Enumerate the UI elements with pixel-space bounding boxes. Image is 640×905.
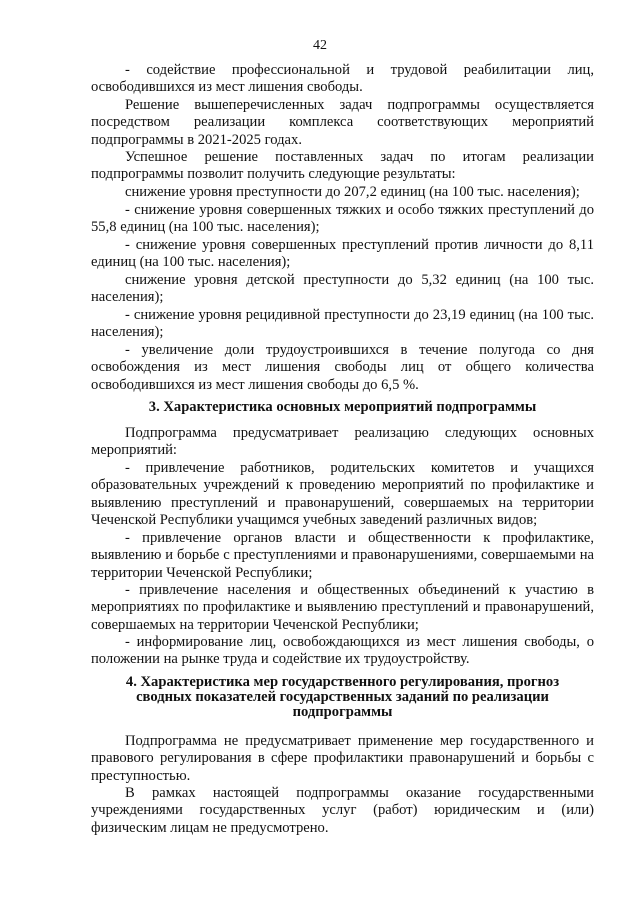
result-item-employment: - увеличение доли трудоустроившихся в течение полугода со дня освобождения из мест лишения свободы лиц от общего количества освободившихся из мест лишения свободы до 6,5 %. (91, 342, 594, 393)
page-number: 42 (313, 38, 327, 53)
result-item-crimes-against-person: - снижение уровня совершенных преступлений против личности до 8,11 единиц (на 100 тыс. населения); (91, 237, 594, 271)
section4-heading-line1: 4. Характеристика мер государственного регулирования, прогноз (125, 674, 560, 690)
section3-item-public: - привлечение населения и общественных объединений к участию в мероприятиях по профилактике и выявлению преступлений и правонарушений, совершаемых на территории Чеченской Республики; (91, 582, 594, 633)
section3-item-schools: - привлечение работников, родительских комитетов и учащихся образовательных учреждений к проведению мероприятий по профилактике и выявлению преступлений и правонарушений, совершаемых на территории Чеченской Республики учащимся учебных заведений различных видов; (91, 460, 594, 529)
section4-paragraph-regulation: Подпрограмма не предусматривает применение мер государственного и правового регулирования в сфере профилактики правонарушений и борьбы с преступностью. (91, 733, 594, 784)
paragraph-results-intro: Успешное решение поставленных задач по итогам реализации подпрограммы позволит получить следующие результаты: (91, 149, 594, 183)
section3-item-authorities: - привлечение органов власти и общественности к профилактике, выявлению и борьбе с преступлениями и правонарушениями, совершаемыми на территории Чеченской Республики; (91, 530, 594, 581)
section4-heading-line2: сводных показателей государственных заданий по реализации (136, 689, 549, 705)
section4-heading-line3: подпрограммы (292, 704, 393, 720)
result-item-recidivism: - снижение уровня рецидивной преступности до 23,19 единиц (на 100 тыс. населения); (91, 307, 594, 341)
paragraph-rehabilitation: - содействие профессиональной и трудовой реабилитации лиц, освободившихся из мест лишения свободы. (91, 62, 594, 96)
paragraph-solution: Решение вышеперечисленных задач подпрограммы осуществляется посредством реализации комплекса соответствующих мероприятий подпрограммы в 2021-2025 годах. (91, 97, 594, 148)
result-item-grave-crimes: - снижение уровня совершенных тяжких и особо тяжких преступлений до 55,8 единиц (на 100 тыс. населения); (91, 202, 594, 236)
result-item-crime-rate: снижение уровня преступности до 207,2 единиц (на 100 тыс. населения); (125, 184, 580, 200)
section3-intro: Подпрограмма предусматривает реализацию следующих основных мероприятий: (91, 425, 594, 459)
section3-item-informing: - информирование лиц, освобождающихся из мест лишения свободы, о положении на рынке труда и содействие их трудоустройству. (91, 634, 594, 668)
section3-heading: 3. Характеристика основных мероприятий подпрограммы (148, 399, 537, 415)
result-item-juvenile-crime: снижение уровня детской преступности до 5,32 единиц (на 100 тыс. населения); (91, 272, 594, 306)
section4-paragraph-services: В рамках настоящей подпрограммы оказание государственными учреждениями государственных услуг (работ) юридическим и (или) физическим лицам не предусмотрено. (91, 785, 594, 836)
